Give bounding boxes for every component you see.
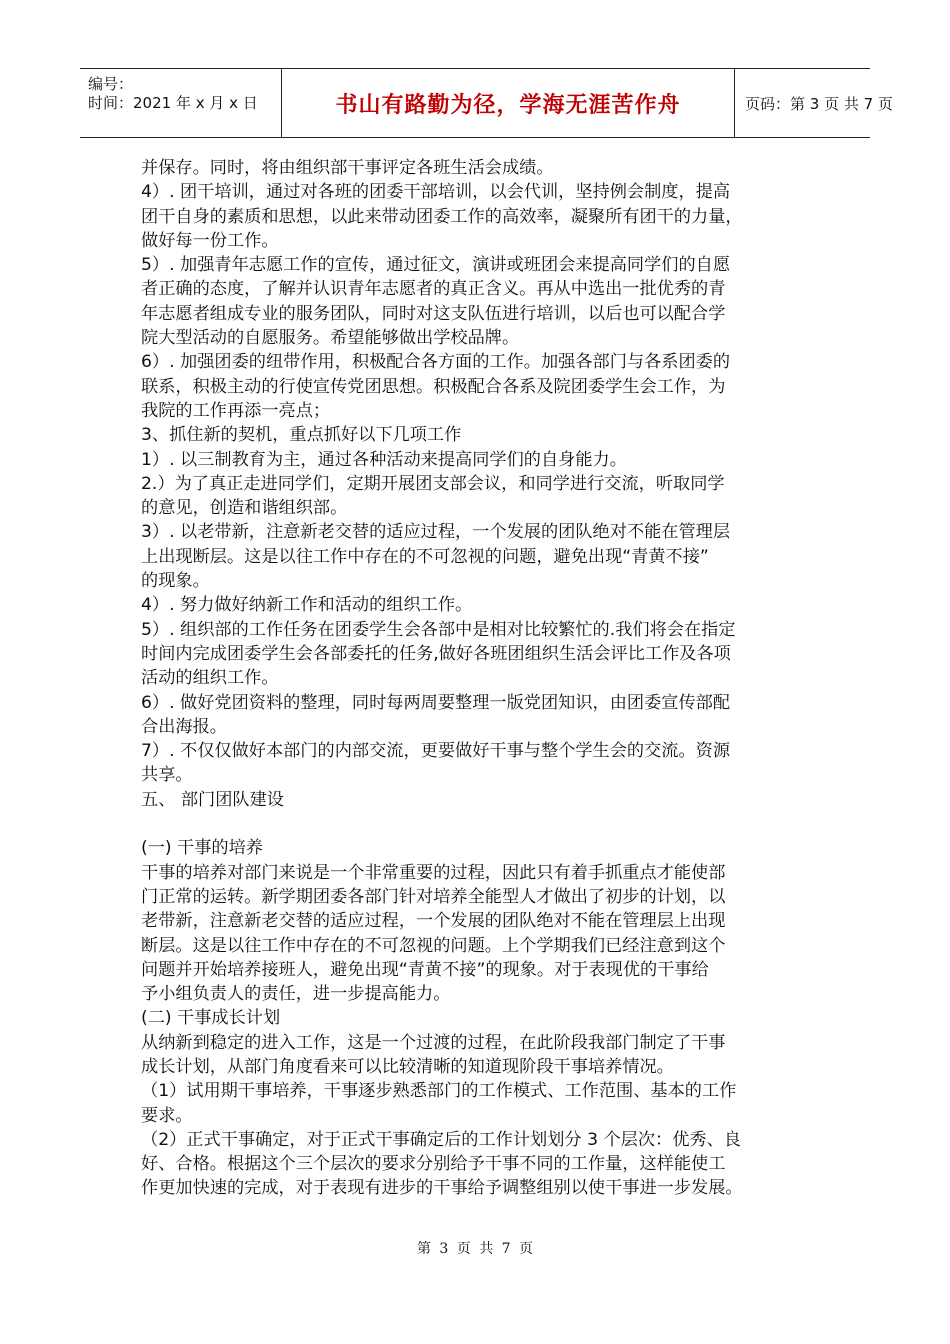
body-line: 年志愿者组成专业的服务团队，同时对这支队伍进行培训，以后也可以配合学 xyxy=(141,303,726,324)
body-line: （1）试用期干事培养，干事逐步熟悉部门的工作模式、工作范围、基本的工作 xyxy=(141,1081,737,1102)
body-line: 五、 部门团队建设 xyxy=(141,789,284,810)
body-line: 共享。 xyxy=(141,765,193,786)
body-line: 问题并开始培养接班人，避免出现“青黄不接”的现象。对于表现优的干事给 xyxy=(141,959,709,980)
body-line: 4）. 努力做好纳新工作和活动的组织工作。 xyxy=(141,595,473,616)
body-line: 7）. 不仅仅做好本部门的内部交流，更要做好干事与整个学生会的交流。资源 xyxy=(141,741,731,762)
body-line: 时间内完成团委学生会各部委托的任务,做好各班团组织生活会评比工作及各项 xyxy=(141,643,731,664)
body-line: 干事的培养对部门来说是一个非常重要的过程，因此只有着手抓重点才能使部 xyxy=(141,862,726,883)
body-line: 的现象。 xyxy=(141,571,210,592)
body-line: 成长计划，从部门角度看来可以比较清晰的知道现阶段干事培养情况。 xyxy=(141,1056,674,1077)
body-line: 6）. 做好党团资料的整理，同时每两周要整理一版党团知识，由团委宣传部配 xyxy=(141,692,731,713)
header-page-cell xyxy=(735,69,893,137)
header-motto-cell xyxy=(282,69,735,137)
body-line: 1）. 以三制教育为主，通过各种活动来提高同学们的自身能力。 xyxy=(141,449,627,470)
body-line: 作更加快速的完成，对于表现有进步的干事给予调整组别以使干事进一步发展。 xyxy=(141,1178,743,1199)
body-line: 好、合格。根据这个三个层次的要求分别给予干事不同的工作量，这样能使工 xyxy=(141,1154,726,1175)
document-number-label: 编号： xyxy=(88,75,134,93)
body-line: 门正常的运转。新学期团委各部门针对培养全能型人才做出了初步的计划，以 xyxy=(141,886,726,907)
body-line: 要求。 xyxy=(141,1105,193,1126)
header-motto: 书山有路勤为径，学海无涯苦作舟 xyxy=(335,92,681,118)
page-footer: 第 3 页 共 7 页 xyxy=(416,1241,534,1257)
body-line: 院大型活动的自愿服务。希望能够做出学校品牌。 xyxy=(141,328,520,349)
body-line: 4）. 团干培训，通过对各班的团委干部培训，以会代训，坚持例会制度，提高 xyxy=(141,182,731,203)
document-body xyxy=(141,156,811,1201)
body-line: 并保存。同时，将由组织部干事评定各班生活会成绩。 xyxy=(141,158,554,178)
body-line: 联系，积极主动的行使宣传党团思想。积极配合各系及院团委学生会工作，为 xyxy=(141,376,726,397)
header-meta-cell xyxy=(80,69,282,137)
header-page-number: 页码：第 3 页 共 7 页 xyxy=(745,94,893,113)
header-table xyxy=(80,68,893,138)
body-line: 2.）为了真正走进同学们，定期开展团支部会议，和同学进行交流，听取同学 xyxy=(141,473,725,494)
body-line: 6）. 加强团委的纽带作用，积极配合各方面的工作。加强各部门与各系团委的 xyxy=(141,352,731,373)
body-line: 予小组负责人的责任，进一步提高能力。 xyxy=(141,984,451,1005)
body-line: (一) 干事的培养 xyxy=(141,838,263,859)
body-line: 3、抓住新的契机，重点抓好以下几项工作 xyxy=(141,425,462,446)
body-line: 从纳新到稳定的进入工作，这是一个过渡的过程，在此阶段我部门制定了干事 xyxy=(141,1032,726,1053)
body-line: 5）. 加强青年志愿工作的宣传，通过征文，演讲或班团会来提高同学们的自愿 xyxy=(141,255,731,276)
body-line: 的意见，创造和谐组织部。 xyxy=(141,498,348,519)
body-line: 老带新，注意新老交替的适应过程，一个发展的团队绝对不能在管理层上出现 xyxy=(141,911,726,932)
body-line: 团干自身的素质和思想，以此来带动团委工作的高效率，凝聚所有团干的力量， xyxy=(141,206,743,227)
document-time-label: 时间：2021 年 x 月 x 日 xyxy=(88,94,258,112)
body-line: 做好每一份工作。 xyxy=(141,230,279,251)
body-line xyxy=(141,812,811,836)
body-line: 5）. 组织部的工作任务在团委学生会各部中是相对比较繁忙的.我们将会在指定 xyxy=(141,619,736,640)
body-line: 合出海报。 xyxy=(141,716,227,737)
body-line: 3）. 以老带新，注意新老交替的适应过程，一个发展的团队绝对不能在管理层 xyxy=(141,522,731,543)
body-line: 上出现断层。这是以往工作中存在的不可忽视的问题，避免出现“青黄不接” xyxy=(141,546,709,567)
body-line: 我院的工作再添一亮点； xyxy=(141,400,331,421)
body-line: 断层。这是以往工作中存在的不可忽视的问题。上个学期我们已经注意到这个 xyxy=(141,935,726,956)
body-line: 者正确的态度，了解并认识青年志愿者的真正含义。再从中选出一批优秀的青 xyxy=(141,279,726,300)
body-line: 活动的组织工作。 xyxy=(141,668,279,689)
body-line: (二) 干事成长计划 xyxy=(141,1008,281,1029)
body-line: （2）正式干事确定，对于正式干事确定后的工作计划划分 3 个层次：优秀、良 xyxy=(141,1129,741,1150)
